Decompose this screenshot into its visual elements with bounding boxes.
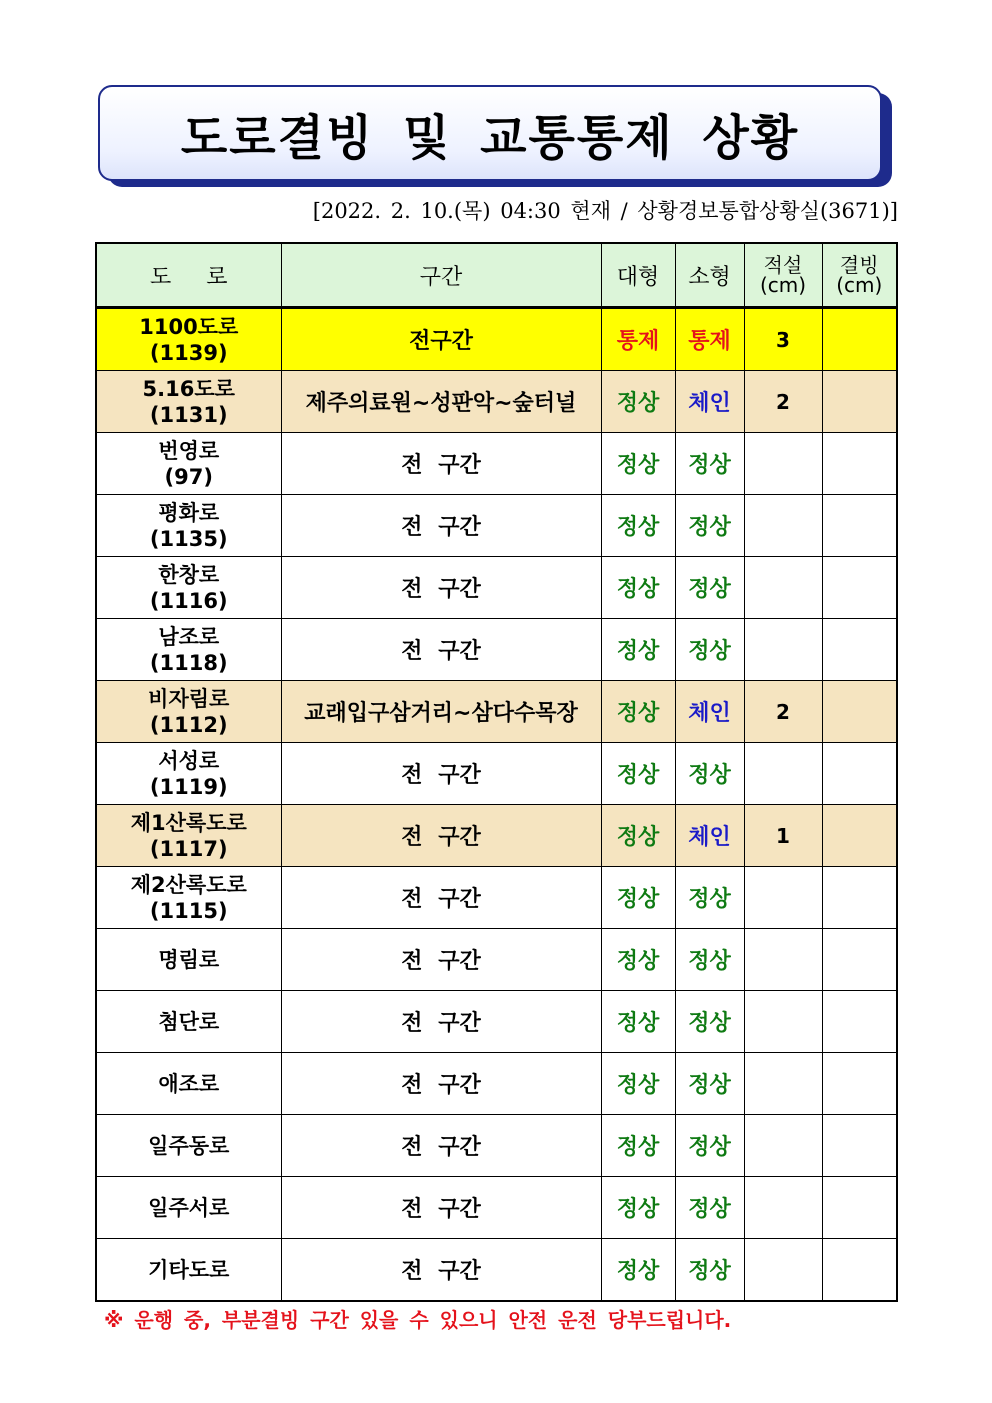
large-vehicle-status: 정상 <box>601 805 675 867</box>
road-name: 비자림로 <box>148 686 230 711</box>
table-row <box>96 619 897 681</box>
report-timestamp: [2022. 2. 10.(목) 04:30 현재 / 상황경보통합상황실(3671)] <box>312 199 898 223</box>
table-row <box>96 557 897 619</box>
section-cell: 전 구간 <box>281 1053 601 1115</box>
table-row <box>96 991 897 1053</box>
icing-cell <box>822 743 897 805</box>
icing-cell <box>822 619 897 681</box>
small-vehicle-status: 정상 <box>675 867 744 929</box>
table-header-row <box>96 243 897 308</box>
icing-cell <box>822 867 897 929</box>
road-name: 제1산록도로 <box>130 810 247 835</box>
road-cell <box>96 308 281 371</box>
road-cell <box>96 371 281 433</box>
large-vehicle-status: 정상 <box>601 743 675 805</box>
large-vehicle-status: 정상 <box>601 371 675 433</box>
road-name: 제2산록도로 <box>130 872 247 897</box>
header-road: 도 로 <box>96 243 281 308</box>
icing-cell <box>822 371 897 433</box>
table-row <box>96 929 897 991</box>
small-vehicle-status: 정상 <box>675 1177 744 1239</box>
icing-cell <box>822 495 897 557</box>
table-row <box>96 371 897 433</box>
snowfall-cell <box>744 867 822 929</box>
header-icing-label: 결빙 <box>839 253 879 277</box>
large-vehicle-status: 정상 <box>601 929 675 991</box>
small-vehicle-status: 정상 <box>675 991 744 1053</box>
safety-notice: ※ 운행 중, 부분결빙 구간 있을 수 있으니 안전 운전 당부드립니다. <box>104 1308 732 1332</box>
large-vehicle-status: 정상 <box>601 495 675 557</box>
table-row <box>96 867 897 929</box>
road-cell <box>96 1239 281 1302</box>
large-vehicle-status: 정상 <box>601 991 675 1053</box>
small-vehicle-status: 정상 <box>675 433 744 495</box>
snowfall-cell: 1 <box>744 805 822 867</box>
icing-cell <box>822 433 897 495</box>
icing-cell <box>822 1239 897 1302</box>
table-row <box>96 1115 897 1177</box>
road-cell <box>96 805 281 867</box>
snowfall-cell <box>744 1177 822 1239</box>
title-banner <box>98 85 888 181</box>
icing-cell <box>822 557 897 619</box>
snowfall-cell: 2 <box>744 681 822 743</box>
section-cell: 교래입구삼거리~삼다수목장 <box>281 681 601 743</box>
table-row <box>96 1239 897 1302</box>
section-cell: 전 구간 <box>281 867 601 929</box>
road-code: (1135) <box>149 526 228 551</box>
small-vehicle-status: 통제 <box>675 308 744 371</box>
icing-cell <box>822 308 897 371</box>
section-cell: 제주의료원~성판악~숲터널 <box>281 371 601 433</box>
section-cell: 전 구간 <box>281 433 601 495</box>
snowfall-cell <box>744 991 822 1053</box>
section-cell: 전 구간 <box>281 1239 601 1302</box>
road-cell <box>96 867 281 929</box>
icing-cell <box>822 1053 897 1115</box>
small-vehicle-status: 정상 <box>675 1115 744 1177</box>
road-code: (1115) <box>149 898 228 923</box>
title-banner-box <box>98 85 882 181</box>
road-cell <box>96 433 281 495</box>
road-name: 애조로 <box>158 1071 220 1096</box>
road-cell <box>96 495 281 557</box>
icing-cell <box>822 1177 897 1239</box>
snowfall-cell <box>744 557 822 619</box>
snowfall-cell: 3 <box>744 308 822 371</box>
table-row <box>96 1053 897 1115</box>
icing-cell <box>822 681 897 743</box>
road-name: 서성로 <box>158 748 220 773</box>
header-icing-unit: (cm) <box>836 273 883 297</box>
section-cell: 전 구간 <box>281 495 601 557</box>
snowfall-cell <box>744 433 822 495</box>
road-name: 1100도로 <box>139 314 239 339</box>
header-snowfall-unit: (cm) <box>759 273 807 297</box>
header-icing <box>822 243 897 308</box>
section-cell: 전구간 <box>281 308 601 371</box>
snowfall-cell <box>744 495 822 557</box>
small-vehicle-status: 체인 <box>675 681 744 743</box>
road-cell <box>96 557 281 619</box>
large-vehicle-status: 정상 <box>601 433 675 495</box>
road-cell <box>96 929 281 991</box>
large-vehicle-status: 정상 <box>601 619 675 681</box>
section-cell: 전 구간 <box>281 805 601 867</box>
table-row <box>96 433 897 495</box>
section-cell: 전 구간 <box>281 929 601 991</box>
large-vehicle-status: 정상 <box>601 557 675 619</box>
large-vehicle-status: 정상 <box>601 1177 675 1239</box>
snowfall-cell <box>744 1053 822 1115</box>
header-snowfall <box>744 243 822 308</box>
header-small-vehicle: 소형 <box>675 243 744 308</box>
road-code: (1119) <box>149 774 228 799</box>
road-code: (97) <box>164 464 213 489</box>
road-cell <box>96 1053 281 1115</box>
large-vehicle-status: 정상 <box>601 1053 675 1115</box>
section-cell: 전 구간 <box>281 1177 601 1239</box>
snowfall-cell <box>744 619 822 681</box>
large-vehicle-status: 정상 <box>601 1239 675 1302</box>
large-vehicle-status: 정상 <box>601 681 675 743</box>
header-section: 구간 <box>281 243 601 308</box>
snowfall-cell: 2 <box>744 371 822 433</box>
table-row <box>96 805 897 867</box>
icing-cell <box>822 929 897 991</box>
large-vehicle-status: 통제 <box>601 308 675 371</box>
small-vehicle-status: 정상 <box>675 743 744 805</box>
small-vehicle-status: 체인 <box>675 805 744 867</box>
large-vehicle-status: 정상 <box>601 1115 675 1177</box>
small-vehicle-status: 체인 <box>675 371 744 433</box>
icing-cell <box>822 805 897 867</box>
road-code: (1131) <box>149 402 228 427</box>
small-vehicle-status: 정상 <box>675 557 744 619</box>
road-name: 번영로 <box>158 438 220 463</box>
icing-cell <box>822 1115 897 1177</box>
road-code: (1117) <box>149 836 228 861</box>
road-name: 기타도로 <box>148 1257 230 1282</box>
small-vehicle-status: 정상 <box>675 1239 744 1302</box>
icing-cell <box>822 991 897 1053</box>
road-cell <box>96 619 281 681</box>
small-vehicle-status: 정상 <box>675 1053 744 1115</box>
table-row <box>96 495 897 557</box>
page-title: 도로결빙 및 교통통제 상황 <box>180 109 800 166</box>
road-name: 남조로 <box>158 624 220 649</box>
section-cell: 전 구간 <box>281 991 601 1053</box>
road-name: 한창로 <box>158 562 220 587</box>
road-name: 일주서로 <box>148 1195 230 1220</box>
road-cell <box>96 681 281 743</box>
road-name: 5.16도로 <box>142 376 235 401</box>
road-status-table <box>95 242 898 1302</box>
section-cell: 전 구간 <box>281 1115 601 1177</box>
snowfall-cell <box>744 1115 822 1177</box>
road-code: (1118) <box>149 650 228 675</box>
road-cell <box>96 991 281 1053</box>
road-name: 일주동로 <box>148 1133 230 1158</box>
road-name: 첨단로 <box>158 1009 220 1034</box>
table-row <box>96 681 897 743</box>
small-vehicle-status: 정상 <box>675 619 744 681</box>
header-snowfall-label: 적설 <box>763 253 803 277</box>
table-row <box>96 1177 897 1239</box>
section-cell: 전 구간 <box>281 743 601 805</box>
section-cell: 전 구간 <box>281 557 601 619</box>
header-large-vehicle: 대형 <box>601 243 675 308</box>
road-cell <box>96 1177 281 1239</box>
snowfall-cell <box>744 929 822 991</box>
table-row <box>96 743 897 805</box>
road-code: (1116) <box>149 588 228 613</box>
road-cell <box>96 743 281 805</box>
small-vehicle-status: 정상 <box>675 929 744 991</box>
road-cell <box>96 1115 281 1177</box>
snowfall-cell <box>744 1239 822 1302</box>
large-vehicle-status: 정상 <box>601 867 675 929</box>
road-code: (1112) <box>149 712 228 737</box>
road-name: 평화로 <box>158 500 220 525</box>
road-code: (1139) <box>149 340 228 365</box>
section-cell: 전 구간 <box>281 619 601 681</box>
small-vehicle-status: 정상 <box>675 495 744 557</box>
snowfall-cell <box>744 743 822 805</box>
road-name: 명림로 <box>158 947 220 972</box>
table-row <box>96 308 897 371</box>
